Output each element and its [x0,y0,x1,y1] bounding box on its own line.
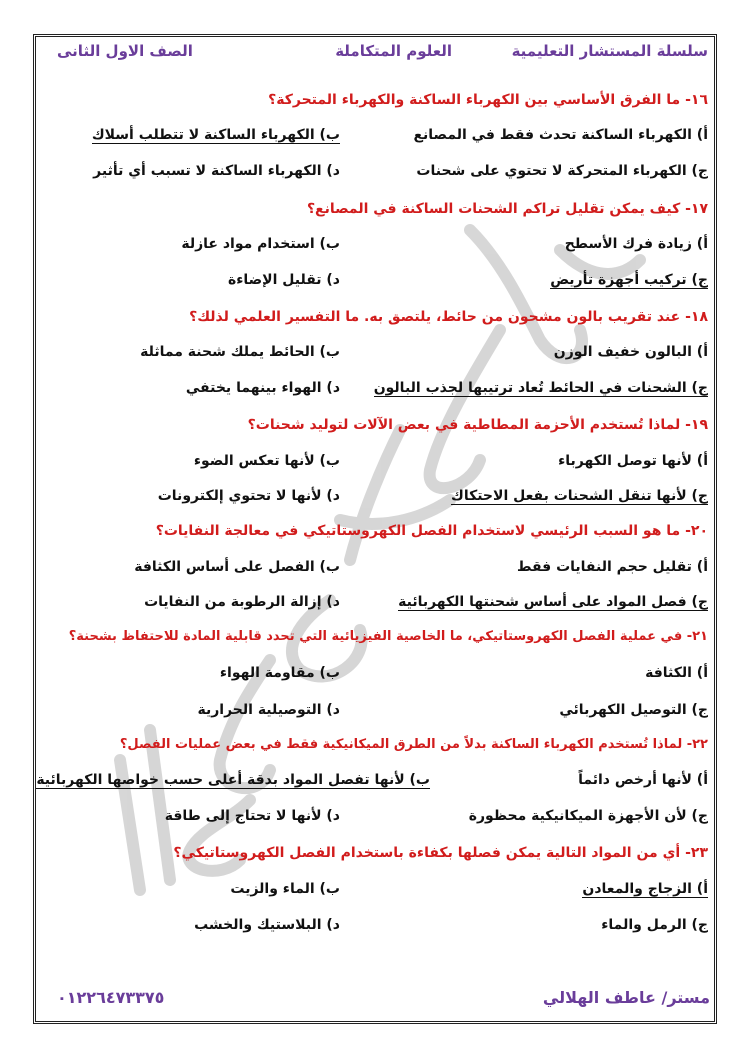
q16-option-c: ج) الكهرباء المتحركة لا تحتوي على شحنات [416,163,708,179]
q23-option-b: ب) الماء والزيت [230,881,340,897]
q19-option-c: ج) لأنها تنقل الشحنات بفعل الاحتكاك [450,488,708,504]
q17-option-d: د) تقليل الإضاءة [227,272,340,288]
q16-option-d: د) الكهرباء الساكنة لا تسبب أي تأثير [93,163,340,179]
question-23: ٢٣- أي من المواد التالية يمكن فصلها بكفاءة باستخدام الفصل الكهروستاتيكي؟ [173,845,708,861]
q20-option-a: أ) تقليل حجم النفايات فقط [516,559,708,575]
q21-option-c: ج) التوصيل الكهربائي [559,702,708,718]
q19-option-d: د) لأنها لا تحتوي إلكترونات [157,488,340,504]
q18-option-c: ج) الشحنات في الحائط تُعاد ترتيبها لجذب البالون [373,380,708,396]
question-22: ٢٢- لماذا تُستخدم الكهرباء الساكنة بدلاً من الطرق الميكانيكية فقط في بعض عمليات الفصل؟ [119,737,708,752]
q23-option-d: د) البلاستيك والخشب [194,917,340,933]
q20-option-b: ب) الفصل على أساس الكثافة [134,559,340,575]
q17-option-b: ب) استخدام مواد عازلة [181,236,340,252]
phone-number: ٠١٢٢٦٤٧٣٣٧٥ [57,988,165,1007]
question-19: ١٩- لماذا تُستخدم الأحزمة المطاطية في بعض الآلات لتوليد شحنات؟ [247,417,708,433]
q23-option-c: ج) الرمل والماء [601,917,708,933]
q21-option-b: ب) مقاومة الهواء [219,665,340,681]
teacher-name: مستر/ عاطف الهلالي [542,988,710,1007]
q22-option-c: ج) لأن الأجهزة الميكانيكية محظورة [468,808,708,824]
q16-option-a: أ) الكهرباء الساكنة تحدث فقط في المصانع [413,127,708,143]
q21-option-d: د) التوصيلية الحرارية [197,702,340,718]
q21-option-a: أ) الكثافة [645,665,708,681]
q22-option-a: أ) لأنها أرخص دائماً [578,772,708,788]
q18-option-b: ب) الحائط يملك شحنة مماثلة [140,344,340,360]
q19-option-b: ب) لأنها تعكس الضوء [193,453,340,469]
q20-option-c: ج) فصل المواد على أساس شحنتها الكهربائية [398,594,708,610]
q17-option-a: أ) زيادة فرك الأسطح [564,236,708,252]
question-21: ٢١- في عملية الفصل الكهروستاتيكي، ما الخاصية الفيزيائية التي تحدد قابلية المادة للاحتفاظ بشحنة؟ [68,629,708,644]
header [45,42,710,70]
q22-option-d: د) لأنها لا تحتاج إلى طاقة [164,808,340,824]
question-16: ١٦- ما الفرق الأساسي بين الكهرباء الساكنة والكهرباء المتحركة؟ [268,92,708,108]
q19-option-a: أ) لأنها توصل الكهرباء [558,453,708,469]
grade-title: الصف الاول الثانى [57,42,193,60]
q18-option-d: د) الهواء بينهما يختفي [185,380,340,396]
question-18: ١٨- عند تقريب بالون مشحون من حائط، يلتصق به. ما التفسير العلمي لذلك؟ [189,309,708,325]
q23-option-a: أ) الزجاج والمعادن [582,881,708,897]
question-17: ١٧- كيف يمكن تقليل تراكم الشحنات الساكنة في المصانع؟ [306,201,708,217]
q22-option-b: ب) لأنها تفصل المواد بدقة أعلى حسب خواصها الكهربائية [36,772,430,788]
q20-option-d: د) إزالة الرطوبة من النفايات [144,594,340,610]
q16-option-b: ب) الكهرباء الساكنة لا تتطلب أسلاك [91,127,340,143]
q18-option-a: أ) البالون خفيف الوزن [553,344,708,360]
series-title: سلسلة المستشار التعليمية [511,42,708,60]
q17-option-c: ج) تركيب أجهزة تأريض [550,272,708,288]
footer [45,988,710,1014]
question-20: ٢٠- ما هو السبب الرئيسي لاستخدام الفصل الكهروستاتيكي في معالجة النفايات؟ [155,523,708,539]
subject-title: العلوم المتكاملة [335,42,452,60]
